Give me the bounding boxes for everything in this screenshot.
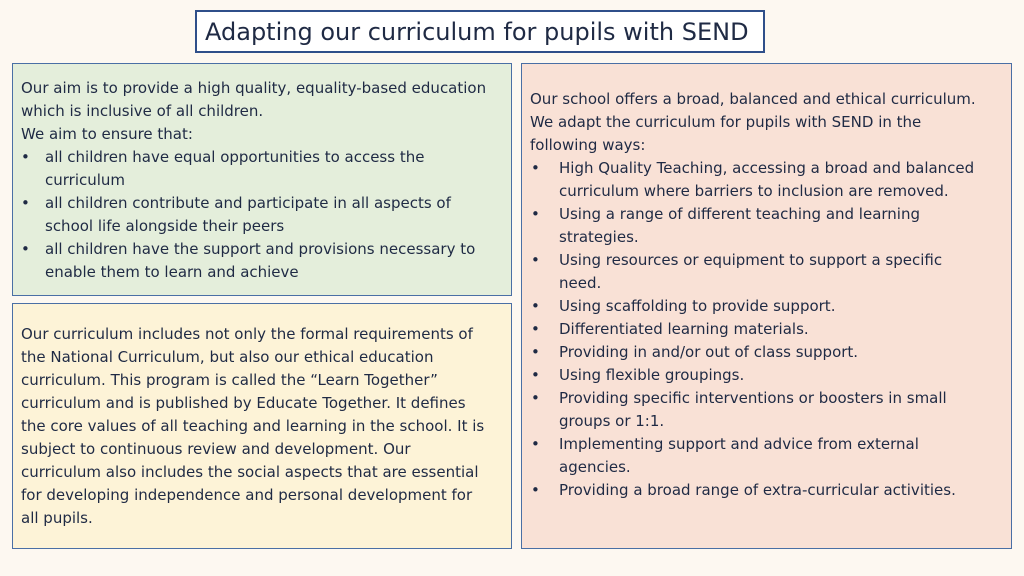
bullet-icon: • xyxy=(531,435,540,453)
bullet-text-line: all children have the support and provisions necessary to xyxy=(45,240,476,258)
bullet-text-line: Providing in and/or out of class support. xyxy=(559,343,859,361)
bullet-text-line: Implementing support and advice from external xyxy=(559,435,919,453)
bullet-text-line: Differentiated learning materials. xyxy=(559,320,809,338)
bullet-text-line: Using a range of different teaching and learning xyxy=(559,205,921,223)
curriculum-text-line: the National Curriculum, but also our ethical education xyxy=(21,348,434,366)
send-panel xyxy=(521,63,1012,549)
bullet-icon: • xyxy=(531,481,540,499)
page-title: Adapting our curriculum for pupils with SEND xyxy=(205,17,749,46)
bullet-text-line: Using scaffolding to provide support. xyxy=(559,297,836,315)
aim-bullet-item xyxy=(21,238,503,284)
aim-bullet-list xyxy=(21,146,503,284)
bullet-icon: • xyxy=(531,297,540,315)
bullet-text-line: High Quality Teaching, accessing a broad and balanced xyxy=(559,159,975,177)
aim-text-line: Our aim is to provide a high quality, equality-based education xyxy=(21,79,487,97)
bullet-icon: • xyxy=(21,148,30,166)
curriculum-text-line: curriculum also includes the social aspects that are essential xyxy=(21,463,479,481)
bullet-icon: • xyxy=(531,389,540,407)
aim-panel xyxy=(12,63,512,296)
curriculum-text-line: the core values of all teaching and learning in the school. It is xyxy=(21,417,485,435)
curriculum-text-line: subject to continuous review and development. Our xyxy=(21,440,411,458)
bullet-icon: • xyxy=(531,320,540,338)
bullet-text-line: all children have equal opportunities to access the xyxy=(45,148,425,166)
send-bullet-item xyxy=(530,479,1003,502)
bullet-text-line: curriculum xyxy=(45,171,126,189)
send-bullet-item xyxy=(530,318,1003,341)
bullet-text-line: Providing a broad range of extra-curricular activities. xyxy=(559,481,956,499)
bullet-icon: • xyxy=(531,159,540,177)
send-bullet-item xyxy=(530,295,1003,318)
send-bullet-item xyxy=(530,203,1003,249)
curriculum-text-line: curriculum. This program is called the “Learn Together” xyxy=(21,371,438,389)
send-intro-line: We adapt the curriculum for pupils with SEND in the xyxy=(530,113,922,131)
send-intro-line: following ways: xyxy=(530,136,646,154)
bullet-icon: • xyxy=(531,251,540,269)
bullet-icon: • xyxy=(531,205,540,223)
bullet-text-line: enable them to learn and achieve xyxy=(45,263,299,281)
send-bullet-item xyxy=(530,433,1003,479)
aim-text-line: which is inclusive of all children. xyxy=(21,102,264,120)
send-bullet-item xyxy=(530,341,1003,364)
bullet-text-line: agencies. xyxy=(559,458,631,476)
send-bullet-item xyxy=(530,364,1003,387)
title-box xyxy=(195,10,765,53)
send-bullet-item xyxy=(530,249,1003,295)
bullet-text-line: curriculum where barriers to inclusion are removed. xyxy=(559,182,949,200)
aim-bullet-item xyxy=(21,192,503,238)
bullet-text-line: Using resources or equipment to support a specific xyxy=(559,251,943,269)
bullet-text-line: school life alongside their peers xyxy=(45,217,285,235)
bullet-text-line: strategies. xyxy=(559,228,639,246)
bullet-text-line: groups or 1:1. xyxy=(559,412,665,430)
bullet-icon: • xyxy=(21,194,30,212)
curriculum-text-line: curriculum and is published by Educate Together. It defines xyxy=(21,394,466,412)
aim-bullet-item xyxy=(21,146,503,192)
bullet-text-line: Providing specific interventions or boosters in small xyxy=(559,389,947,407)
send-bullet-list xyxy=(530,157,1003,502)
send-bullet-item xyxy=(530,387,1003,433)
bullet-icon: • xyxy=(531,343,540,361)
aim-text-line: We aim to ensure that: xyxy=(21,125,193,143)
bullet-text-line: need. xyxy=(559,274,602,292)
curriculum-text-line: for developing independence and personal development for xyxy=(21,486,473,504)
curriculum-text-line: Our curriculum includes not only the formal requirements of xyxy=(21,325,473,343)
send-intro-line: Our school offers a broad, balanced and ethical curriculum. xyxy=(530,90,976,108)
send-bullet-item xyxy=(530,157,1003,203)
curriculum-text-line: all pupils. xyxy=(21,509,93,527)
bullet-icon: • xyxy=(21,240,30,258)
bullet-icon: • xyxy=(531,366,540,384)
bullet-text-line: Using flexible groupings. xyxy=(559,366,745,384)
curriculum-panel xyxy=(12,303,512,549)
bullet-text-line: all children contribute and participate in all aspects of xyxy=(45,194,451,212)
